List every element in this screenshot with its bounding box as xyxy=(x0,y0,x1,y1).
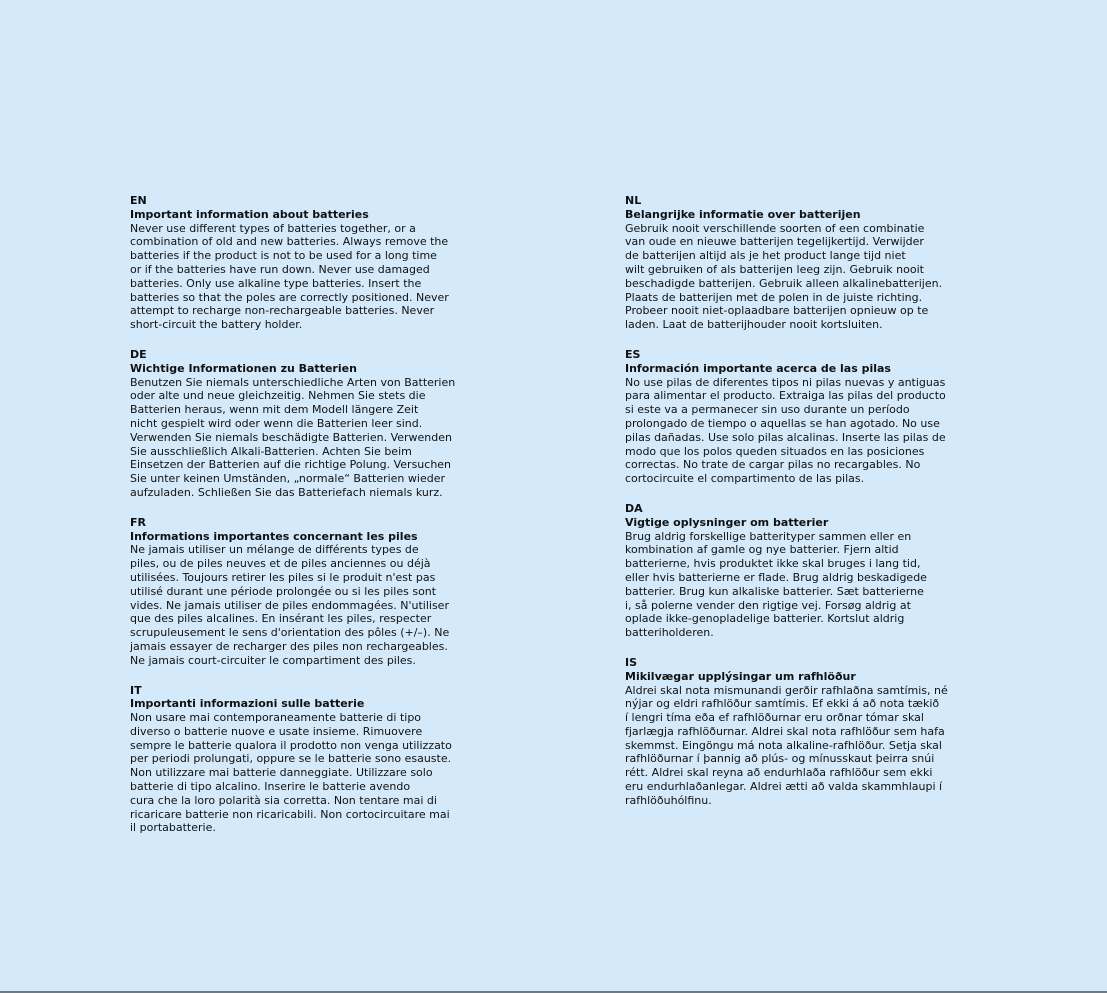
body-text-line: vides. Ne jamais utiliser de piles endommagées. N'utiliser xyxy=(130,598,449,612)
body-text-line: eru endurhlaðanlegar. Aldrei ætti að valda skammhlaupi í xyxy=(625,780,943,794)
body-text-line: Benutzen Sie niemals unterschiedliche Arten von Batterien xyxy=(130,375,456,389)
body-text-line: correctas. No trate de cargar pilas no recargables. No xyxy=(625,458,921,472)
left-column xyxy=(130,194,480,851)
body-text-line: oplade ikke-genopladelige batterier. Kortslut aldrig xyxy=(625,612,905,626)
body-text-line: Never use different types of batteries together, or a xyxy=(130,221,416,235)
body-text-line: batterierne, hvis produktet ikke skal bruges i lang tid, xyxy=(625,557,921,571)
body-text-line: rétt. Aldrei skal reyna að endurhlaða rafhlöður sem ekki xyxy=(625,766,933,780)
body-text-line: modo que los polos queden situados en las posiciones xyxy=(625,444,925,458)
body-text-line: que des piles alcalines. En insérant les piles, respecter xyxy=(130,612,432,626)
body-text-line: fjarlægja rafhlöðurnar. Aldrei skal nota rafhlöður sem hafa xyxy=(625,724,945,738)
body-text-line: i, så polerne vender den rigtige vej. Forsøg aldrig at xyxy=(625,598,911,612)
body-text-line: skemmst. Eingöngu má nota alkaline-rafhlöður. Setja skal xyxy=(625,738,942,752)
body-text-line: batteries so that the poles are correctly positioned. Never xyxy=(130,290,449,304)
section-heading: Wichtige Informationen zu Batterien xyxy=(130,361,357,375)
body-text-line: batteriholderen. xyxy=(625,626,714,640)
body-text-line: utilisées. Toujours retirer les piles si le produit n'est pas xyxy=(130,570,436,584)
body-text-line: batteries if the product is not to be used for a long time xyxy=(130,249,437,263)
body-text-line: piles, ou de piles neuves et de piles anciennes ou déjà xyxy=(130,557,431,571)
section-es xyxy=(625,348,975,486)
body-text-line: kombination af gamle og nye batterier. Fjern altid xyxy=(625,543,899,557)
language-code: NL xyxy=(625,194,642,207)
section-heading: Importanti informazioni sulle batterie xyxy=(130,697,365,711)
body-text-line: Batterien heraus, wenn mit dem Modell längere Zeit xyxy=(130,403,419,417)
body-text-line: eller hvis batterierne er flade. Brug aldrig beskadigede xyxy=(625,570,927,584)
body-text-line: No use pilas de diferentes tipos ni pilas nuevas y antiguas xyxy=(625,375,946,389)
body-text-line: attempt to recharge non-rechargeable batteries. Never xyxy=(130,304,435,318)
body-text-line: Verwenden Sie niemals beschädigte Batterien. Verwenden xyxy=(130,430,453,444)
language-code: DA xyxy=(625,501,643,515)
body-text-line: para alimentar el producto. Extraiga las pilas del producto xyxy=(625,389,946,403)
section-it xyxy=(130,684,480,836)
body-text-line: ricaricare batterie non ricaricabili. Non cortocircuitare mai xyxy=(130,807,450,821)
body-text-line: cura che la loro polarità sia corretta. Non tentare mai di xyxy=(130,793,437,807)
body-text-line: nicht gespielt wird oder wenn die Batterien leer sind. xyxy=(130,416,423,430)
body-text-line: í lengri tíma eða ef rafhlöðurnar eru orðnar tómar skal xyxy=(625,711,924,725)
body-text-line: beschadigde batterijen. Gebruik alleen alkalinebatterijen. xyxy=(625,276,943,290)
body-text-line: per periodi prolungati, oppure se le batterie sono esauste. xyxy=(130,752,452,766)
language-code: EN xyxy=(130,194,147,207)
body-text-line: si este va a permanecer sin uso durante un período xyxy=(625,403,910,417)
section-is xyxy=(625,656,975,808)
body-text-line: Probeer nooit niet-oplaadbare batterijen opnieuw op te xyxy=(625,304,929,318)
body-text-line: aufzuladen. Schließen Sie das Batteriefach niemals kurz. xyxy=(130,485,443,499)
body-text-line: Sie ausschließlich Alkali-Batterien. Achten Sie beim xyxy=(130,444,412,458)
section-heading: Informations importantes concernant les piles xyxy=(130,529,418,543)
body-text-line: Gebruik nooit verschillende soorten of een combinatie xyxy=(625,221,925,235)
body-text-line: laden. Laat de batterijhouder nooit kortsluiten. xyxy=(625,318,883,332)
body-text-line: short-circuit the battery holder. xyxy=(130,318,303,332)
section-heading: Belangrijke informatie over batterijen xyxy=(625,207,861,221)
body-text-line: cortocircuite el compartimento de las pilas. xyxy=(625,472,865,486)
language-code: DE xyxy=(130,347,147,361)
body-text-line: van oude en nieuwe batterijen tegelijkertijd. Verwijder xyxy=(625,235,924,249)
section-nl xyxy=(625,194,975,332)
section-heading: Mikilvægar upplýsingar um rafhlöður xyxy=(625,669,856,683)
language-code: FR xyxy=(130,515,146,529)
body-text-line: batteries. Only use alkaline type batteries. Insert the xyxy=(130,276,422,290)
section-da xyxy=(625,502,975,640)
section-heading: Información importante acerca de las pilas xyxy=(625,361,891,375)
body-text-line: Brug aldrig forskellige batterityper sammen eller en xyxy=(625,529,912,543)
body-text-line: Non utilizzare mai batterie danneggiate. Utilizzare solo xyxy=(130,766,433,780)
body-text-line: Non usare mai contemporaneamente batterie di tipo xyxy=(130,711,422,725)
body-text-line: Aldrei skal nota mismunandi gerðir rafhlaðna samtímis, né xyxy=(625,683,948,697)
body-text-line: pilas dañadas. Use solo pilas alcalinas. Inserte las pilas de xyxy=(625,430,946,444)
body-text-line: scrupuleusement le sens d'orientation des pôles (+/–). Ne xyxy=(130,626,450,640)
body-text-line: Sie unter keinen Umständen, „normale“ Batterien wieder xyxy=(130,472,445,486)
language-code: ES xyxy=(625,347,641,361)
body-text-line: rafhlöðuhólfinu. xyxy=(625,793,712,807)
language-code: IS xyxy=(625,655,638,669)
body-text-line: Plaats de batterijen met de polen in de juiste richting. xyxy=(625,290,923,304)
body-text-line: jamais essayer de recharger des piles non rechargeables. xyxy=(130,639,448,653)
body-text-line: diverso o batterie nuove e usate insieme. Rimuovere xyxy=(130,724,423,738)
body-text-line: il portabatterie. xyxy=(130,821,216,835)
body-text-line: oder alte und neue gleichzeitig. Nehmen Sie stets die xyxy=(130,389,426,403)
section-heading: Vigtige oplysninger om batterier xyxy=(625,515,829,529)
body-text-line: utilisé durant une période prolongée ou si les piles sont xyxy=(130,584,437,598)
body-text-line: de batterijen altijd als je het product lange tijd niet xyxy=(625,249,906,263)
body-text-line: Ne jamais court-circuiter le compartiment des piles. xyxy=(130,653,416,667)
body-text-line: or if the batteries have run down. Never use damaged xyxy=(130,262,430,276)
body-text-line: combination of old and new batteries. Always remove the xyxy=(130,235,449,249)
language-code: IT xyxy=(130,683,142,697)
body-text-line: nýjar og eldri rafhlöður samtímis. Ef ekki á að nota tækið xyxy=(625,697,940,711)
section-fr xyxy=(130,516,480,668)
section-en xyxy=(130,194,480,332)
body-text-line: batterier. Brug kun alkaliske batterier. Sæt batterierne xyxy=(625,584,924,598)
body-text-line: sempre le batterie qualora il prodotto non venga utilizzato xyxy=(130,738,452,752)
body-text-line: prolongado de tiempo o aquellas se han agotado. No use xyxy=(625,416,940,430)
body-text-line: wilt gebruiken of als batterijen leeg zijn. Gebruik nooit xyxy=(625,262,924,276)
body-text-line: Einsetzen der Batterien auf die richtige Polung. Versuchen xyxy=(130,458,452,472)
body-text-line: batterie di tipo alcalino. Inserire le batterie avendo xyxy=(130,780,411,794)
section-de xyxy=(130,348,480,500)
section-heading: Important information about batteries xyxy=(130,207,369,221)
body-text-line: Ne jamais utiliser un mélange de différents types de xyxy=(130,543,419,557)
body-text-line: rafhlöðurnar í þannig að plús- og mínusskaut þeirra snúi xyxy=(625,752,935,766)
right-column xyxy=(625,194,975,824)
